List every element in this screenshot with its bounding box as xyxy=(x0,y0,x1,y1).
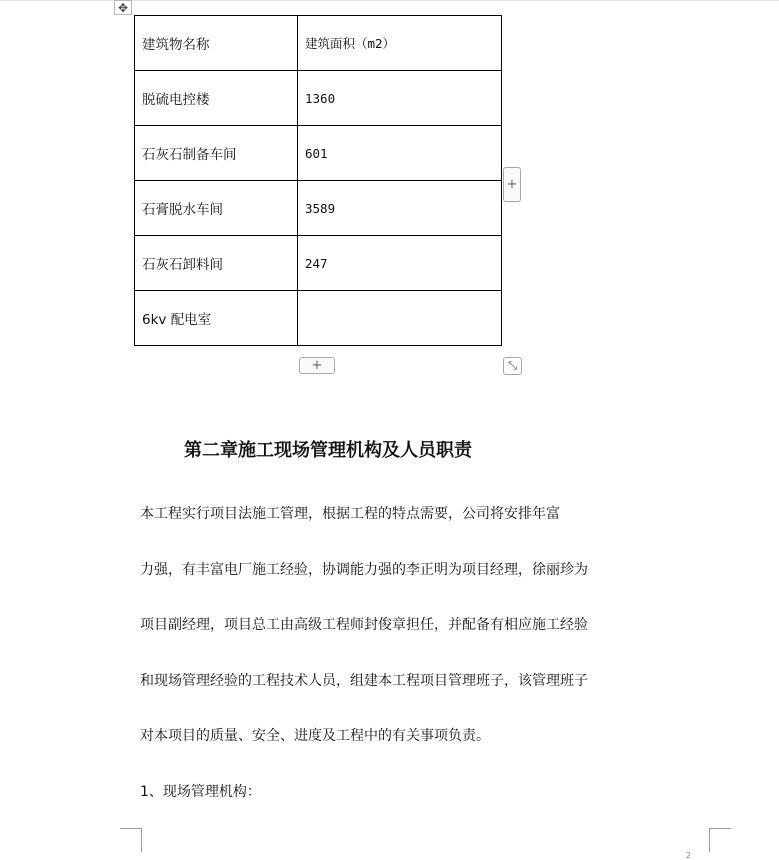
table-move-handle-icon[interactable]: ✥ xyxy=(114,0,132,15)
table-header-cell[interactable]: 建筑物名称 xyxy=(135,16,298,71)
paragraph-line: 力强，有丰富电厂施工经验，协调能力强的李正明为项目经理，徐丽珍为 xyxy=(140,562,588,578)
table-cell-area[interactable]: 247 xyxy=(298,236,502,291)
table-cell-building[interactable]: 石膏脱水车间 xyxy=(135,181,298,236)
paragraph-line: 本工程实行项目法施工管理，根据工程的特点需要，公司将安排年富 xyxy=(140,506,560,522)
table-cell-area[interactable]: 3589 xyxy=(298,181,502,236)
section-item-heading: 1、现场管理机构： xyxy=(140,784,261,800)
table-header-row xyxy=(135,16,502,71)
table-row xyxy=(135,236,502,291)
paragraph-line: 对本项目的质量、安全、进度及工程中的有关事项负责。 xyxy=(140,728,490,744)
table-row xyxy=(135,291,502,346)
table-cell-building[interactable]: 石灰石卸料间 xyxy=(135,236,298,291)
table-row xyxy=(135,71,502,126)
page-margin-corner-mark xyxy=(709,828,731,852)
chapter-heading: 第二章施工现场管理机构及人员职责 xyxy=(184,440,472,461)
paragraph-line: 项目副经理，项目总工由高级工程师封俊章担任，并配备有相应施工经验 xyxy=(140,617,588,633)
table-row xyxy=(135,126,502,181)
table-cell-building[interactable]: 脱硫电控楼 xyxy=(135,71,298,126)
page-number: 2 xyxy=(686,851,692,860)
building-area-table xyxy=(134,15,502,346)
table-row xyxy=(135,181,502,236)
page-margin-corner-mark xyxy=(120,828,142,852)
add-row-button[interactable]: + xyxy=(299,357,335,374)
table-resize-handle-icon[interactable]: ⤡ xyxy=(503,357,522,375)
table-cell-area[interactable] xyxy=(298,291,502,346)
table-cell-building[interactable]: 石灰石制备车间 xyxy=(135,126,298,181)
table-cell-building[interactable]: 6kv 配电室 xyxy=(135,291,298,346)
table-cell-area[interactable]: 601 xyxy=(298,126,502,181)
table-header-cell[interactable]: 建筑面积（m2） xyxy=(298,16,502,71)
add-column-button[interactable]: + xyxy=(503,167,521,202)
table-cell-area[interactable]: 1360 xyxy=(298,71,502,126)
paragraph-line: 和现场管理经验的工程技术人员，组建本工程项目管理班子，该管理班子 xyxy=(140,673,588,689)
